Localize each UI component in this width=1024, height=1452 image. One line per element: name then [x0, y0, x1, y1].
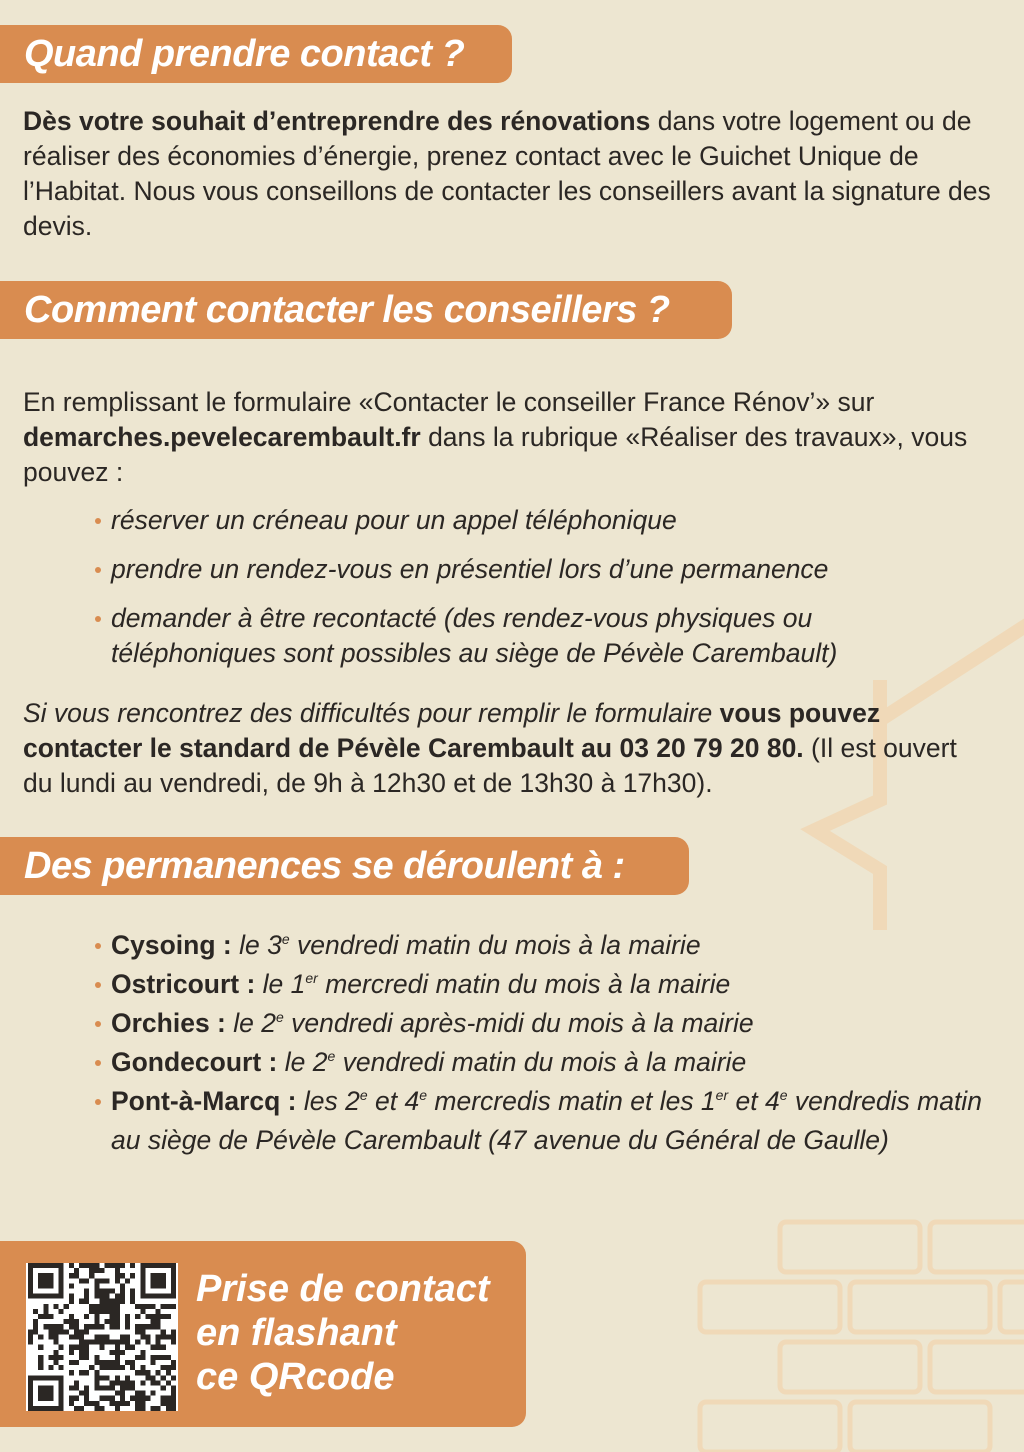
contact-options-list	[95, 503, 895, 685]
intro-text-1: En remplissant le formulaire «Contacter le conseiller France Rénov’» sur	[23, 387, 875, 417]
schedule-text: les 2	[296, 1086, 360, 1116]
section-title-how-contact: Comment contacter les conseillers ?	[0, 281, 732, 339]
list-item	[95, 503, 895, 538]
bullet-icon	[95, 1021, 101, 1027]
opening-hours: (Il est ouvert du lundi au vendredi, de 9h à 12h30 et de 13h30 à 17h30).	[23, 733, 957, 798]
when-contact-paragraph	[23, 104, 993, 244]
list-item	[95, 552, 895, 587]
qr-caption-line: ce QRcode	[196, 1356, 395, 1398]
schedule-text: vendredi matin du mois à la mairie	[335, 1047, 747, 1077]
schedule-text: vendredis matin au siège de Pévèle Carembault (47 avenue du Général de Gaulle)	[111, 1086, 982, 1155]
how-contact-intro	[23, 385, 993, 490]
bullet-icon	[95, 1099, 101, 1105]
list-item	[95, 1043, 995, 1082]
bullet-icon	[95, 567, 101, 573]
list-item	[95, 1082, 995, 1160]
bullet-icon	[95, 518, 101, 524]
when-contact-text: dans votre logement ou de réaliser des économies d’énergie, prenez contact avec le Guichet Unique de l’Habitat. Nous vous conseillons de contacter les conseillers avant la signature des devis.	[23, 106, 991, 241]
schedule-text: le 3	[231, 930, 282, 960]
ordinal-suffix: er	[305, 970, 318, 986]
ordinal-suffix: e	[359, 1087, 368, 1103]
schedule-text: vendredi après-midi du mois à la mairie	[283, 1008, 754, 1038]
brick-wall-icon	[700, 1222, 1024, 1452]
qr-code-icon[interactable]	[26, 1263, 178, 1411]
schedule-text: le 2	[277, 1047, 328, 1077]
section-title-when-contact: Quand prendre contact ?	[0, 25, 512, 83]
schedule-text: le 1	[255, 969, 306, 999]
list-item	[95, 926, 995, 965]
place-name: Cysoing :	[111, 930, 232, 960]
schedule-text: et 4	[728, 1086, 780, 1116]
schedule-text: le 2	[225, 1008, 276, 1038]
qr-contact-box	[0, 1241, 526, 1427]
list-item	[95, 601, 895, 671]
ordinal-suffix: e	[419, 1087, 428, 1103]
difficulty-paragraph	[23, 696, 993, 801]
option-text: demander à être recontacté (des rendez-vous physiques ou téléphoniques sont possibles au siège de Pévèle Carembault)	[111, 603, 838, 668]
schedule-text: vendredi matin du mois à la mairie	[289, 930, 701, 960]
qr-caption-line: Prise de contact	[196, 1268, 490, 1310]
option-text: réserver un créneau pour un appel téléphonique	[111, 505, 677, 535]
ordinal-suffix: e	[275, 1009, 284, 1025]
bullet-icon	[95, 982, 101, 988]
intro-text-2: dans la rubrique «Réaliser des travaux», vous pouvez :	[23, 422, 968, 487]
bullet-icon	[95, 616, 101, 622]
ordinal-suffix: e	[327, 1048, 336, 1064]
qr-caption-line: en flashant	[196, 1312, 397, 1354]
bullet-icon	[95, 943, 101, 949]
place-name: Pont-à-Marcq :	[111, 1086, 297, 1116]
ordinal-suffix: e	[281, 931, 290, 947]
schedule-text: et 4	[367, 1086, 420, 1116]
qr-caption	[196, 1267, 516, 1399]
ordinal-suffix: er	[715, 1087, 729, 1103]
section-title-permanences: Des permanences se déroulent à :	[0, 837, 689, 895]
bullet-icon	[95, 1060, 101, 1066]
difficulty-italic: Si vous rencontrez des difficultés pour remplir le formulaire	[23, 698, 713, 728]
permanences-list	[95, 926, 995, 1160]
schedule-text: mercredi matin du mois à la mairie	[317, 969, 731, 999]
list-item	[95, 1004, 995, 1043]
place-name: Ostricourt :	[111, 969, 256, 999]
when-contact-bold: Dès votre souhait d’entreprendre des rénovations	[23, 106, 651, 136]
place-name: Orchies :	[111, 1008, 226, 1038]
option-text: prendre un rendez-vous en présentiel lors d’une permanence	[111, 554, 829, 584]
phone-info: vous pouvez contacter le standard de Pévèle Carembault au 03 20 79 20 80.	[23, 698, 881, 763]
website-link[interactable]: demarches.pevelecarembault.fr	[23, 422, 421, 452]
place-name: Gondecourt :	[111, 1047, 278, 1077]
schedule-text: mercredis matin et les 1	[427, 1086, 716, 1116]
list-item	[95, 965, 995, 1004]
ordinal-suffix: e	[779, 1087, 788, 1103]
